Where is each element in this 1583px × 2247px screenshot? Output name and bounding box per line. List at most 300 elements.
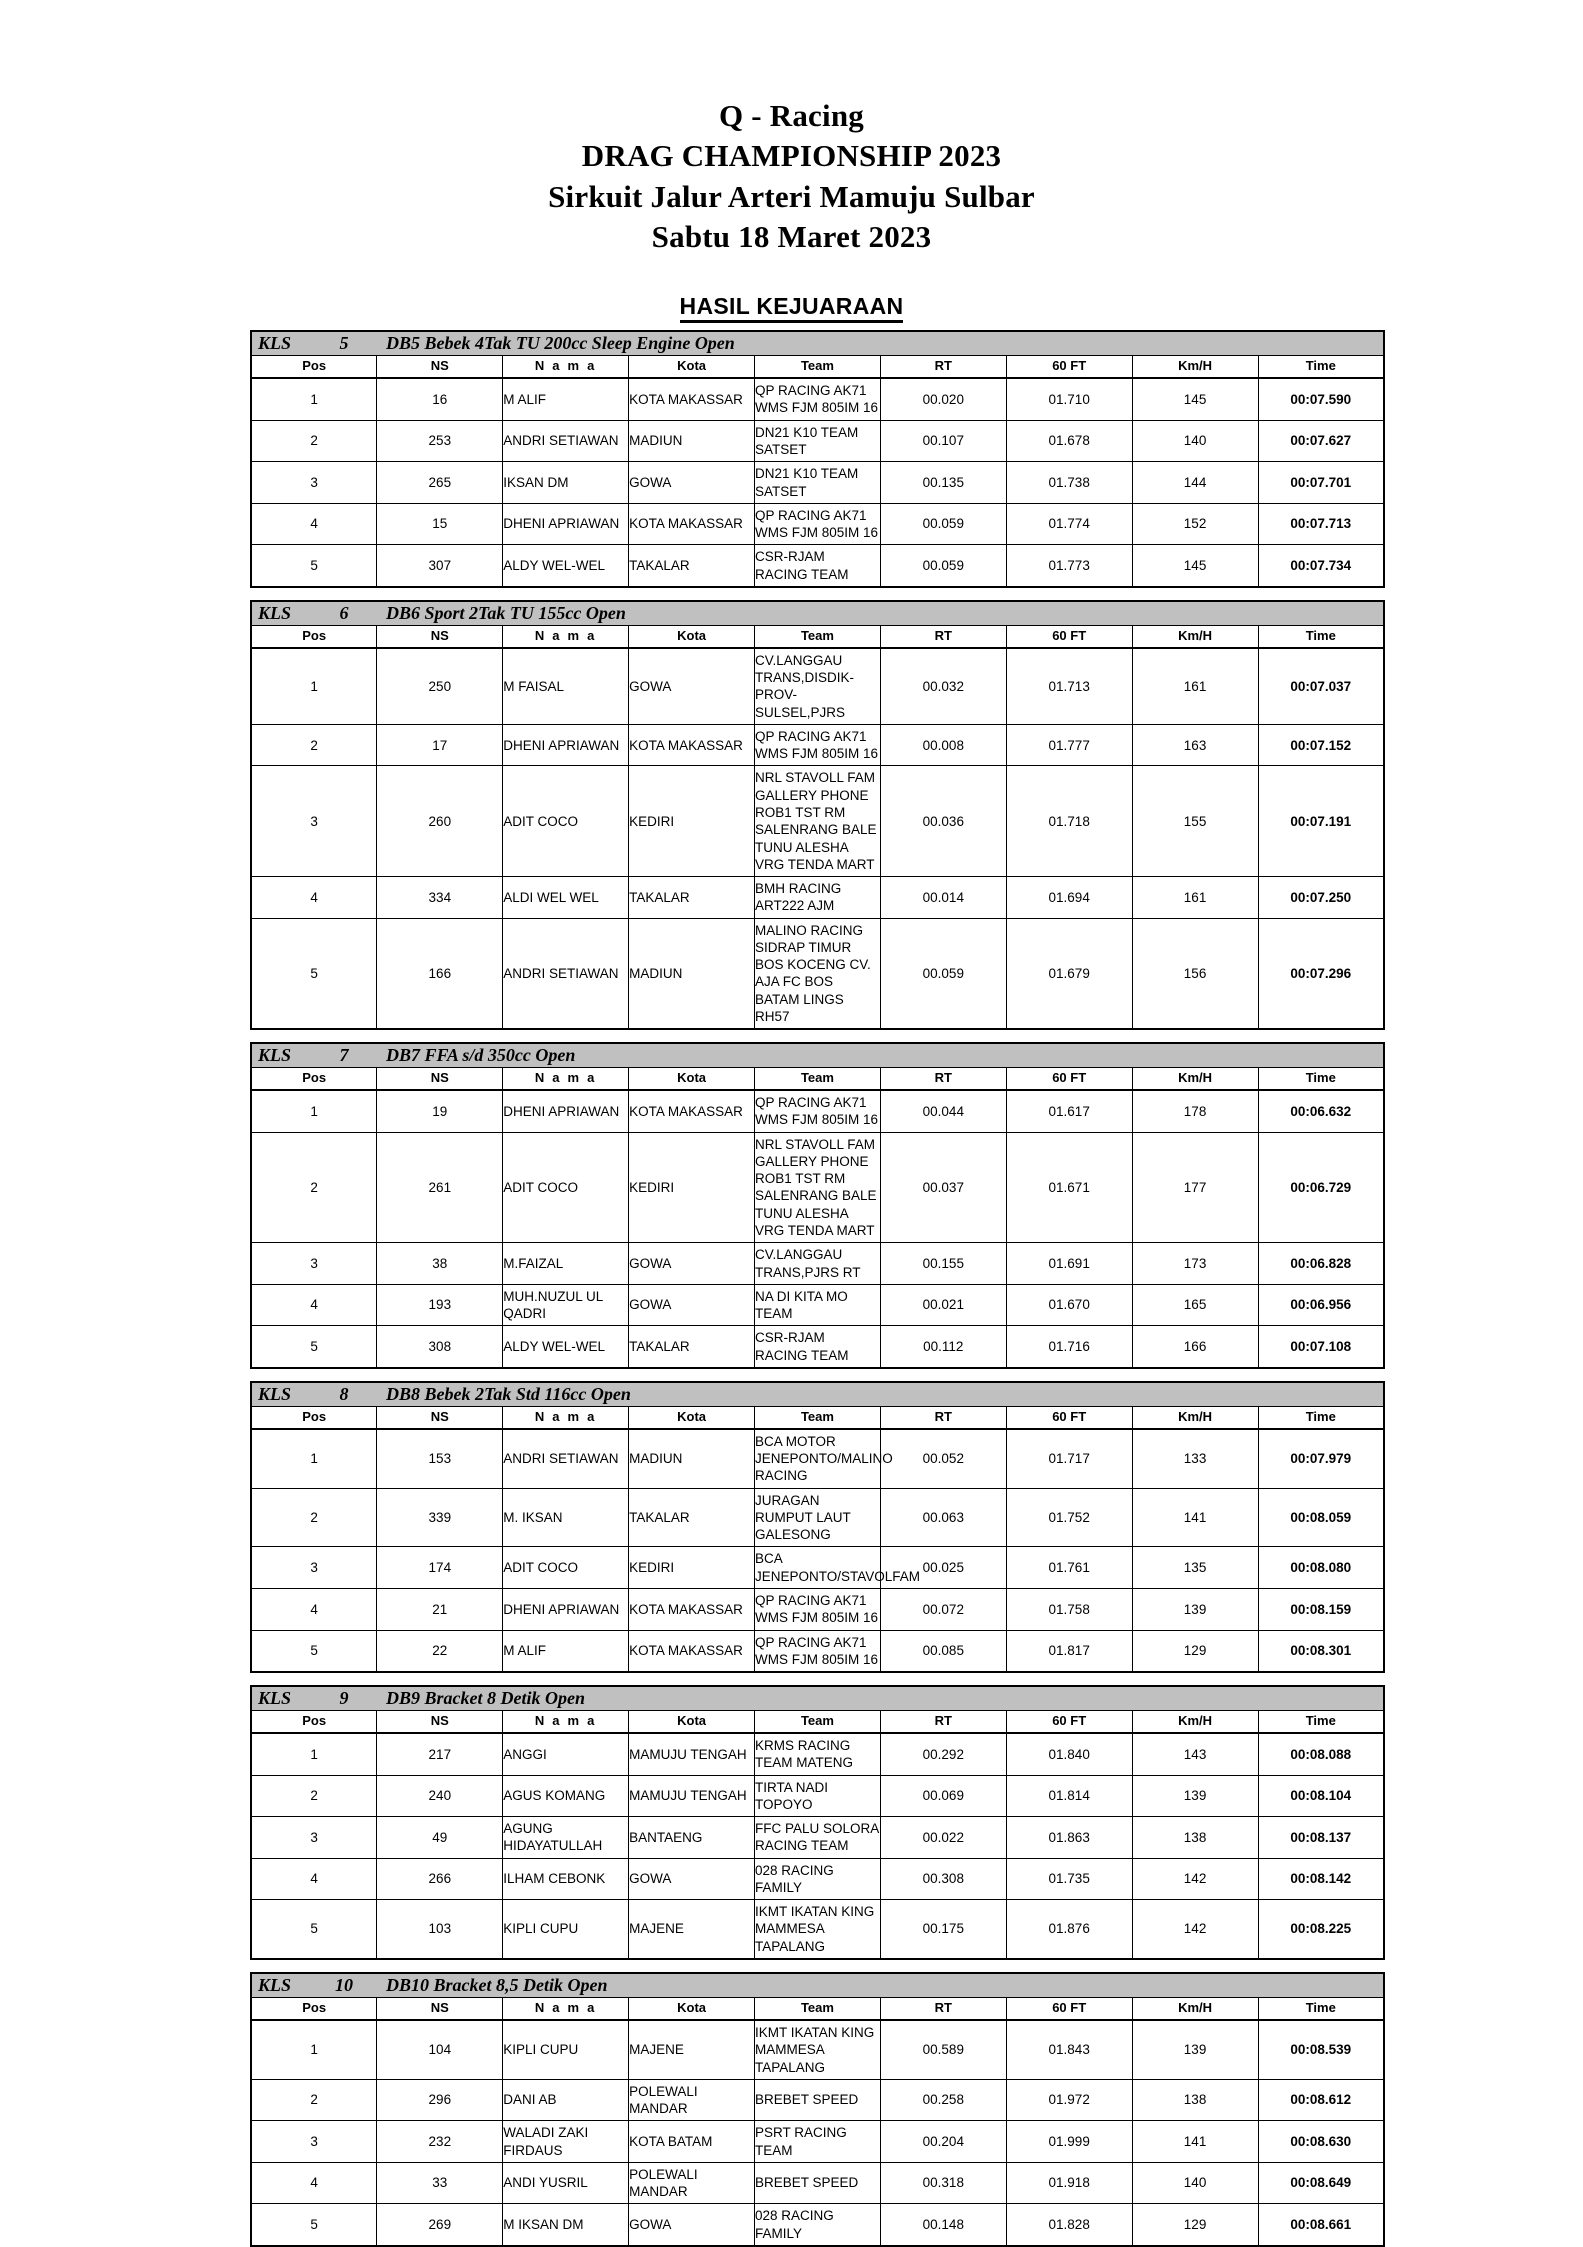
class-description: DB7 FFA s/d 350cc Open: [386, 1045, 576, 1066]
class-label: KLS: [258, 1688, 292, 1709]
column-header-nama: N a m a: [503, 1406, 629, 1429]
column-header-kota: Kota: [629, 1406, 755, 1429]
cell-total-time: 00:08.225: [1258, 1900, 1384, 1959]
cell-rider-name: DHENI APRIAWAN: [503, 503, 629, 545]
cell-city: KOTA MAKASSAR: [629, 1630, 755, 1672]
column-header-time: Time: [1258, 1068, 1384, 1091]
column-header-60ft: 60 FT: [1006, 1997, 1132, 2020]
cell-60ft: 01.718: [1006, 766, 1132, 877]
cell-rider-name: M ALIF: [503, 1630, 629, 1672]
cell-city: MADIUN: [629, 420, 755, 462]
cell-city: KEDIRI: [629, 766, 755, 877]
cell-total-time: 00:07.037: [1258, 648, 1384, 725]
column-header-ns: NS: [377, 1997, 503, 2020]
cell-speed-kmh: 163: [1132, 724, 1258, 766]
cell-team: QP RACING AK71 WMS FJM 805IM 16: [755, 1630, 881, 1672]
cell-team: DN21 K10 TEAM SATSET: [755, 462, 881, 504]
cell-rider-name: ANDRI SETIAWAN: [503, 918, 629, 1029]
cell-position: 1: [251, 648, 377, 725]
cell-reaction-time: 00.589: [880, 2020, 1006, 2079]
cell-position: 5: [251, 1630, 377, 1672]
cell-reaction-time: 00.008: [880, 724, 1006, 766]
cell-city: MADIUN: [629, 1429, 755, 1488]
cell-team: CSR-RJAM RACING TEAM: [755, 1326, 881, 1368]
cell-reaction-time: 00.020: [880, 378, 1006, 420]
cell-rider-name: M IKSAN DM: [503, 2204, 629, 2246]
column-header-row: [251, 1711, 1384, 1734]
class-banner-row: [251, 1973, 1384, 1998]
cell-position: 3: [251, 2121, 377, 2163]
column-header-time: Time: [1258, 1406, 1384, 1429]
cell-reaction-time: 00.292: [880, 1733, 1006, 1775]
cell-total-time: 00:07.701: [1258, 462, 1384, 504]
column-header-rt: RT: [880, 625, 1006, 648]
cell-total-time: 00:08.630: [1258, 2121, 1384, 2163]
cell-rider-name: ADIT COCO: [503, 1547, 629, 1589]
cell-start-number: 166: [377, 918, 503, 1029]
cell-city: TAKALAR: [629, 545, 755, 587]
table-row: [251, 378, 1384, 420]
cell-60ft: 01.843: [1006, 2020, 1132, 2079]
cell-reaction-time: 00.059: [880, 918, 1006, 1029]
column-header-pos: Pos: [251, 1711, 377, 1734]
cell-rider-name: KIPLI CUPU: [503, 1900, 629, 1959]
cell-position: 5: [251, 918, 377, 1029]
column-header-kota: Kota: [629, 1068, 755, 1091]
column-header-row: [251, 1406, 1384, 1429]
cell-60ft: 01.713: [1006, 648, 1132, 725]
cell-team: BMH RACING ART222 AJM: [755, 877, 881, 919]
cell-team: 028 RACING FAMILY: [755, 2204, 881, 2246]
cell-city: KOTA MAKASSAR: [629, 1090, 755, 1132]
cell-start-number: 266: [377, 1858, 503, 1900]
table-row: [251, 1733, 1384, 1775]
cell-rider-name: KIPLI CUPU: [503, 2020, 629, 2079]
cell-start-number: 103: [377, 1900, 503, 1959]
cell-rider-name: ANDI YUSRIL: [503, 2162, 629, 2204]
cell-reaction-time: 00.025: [880, 1547, 1006, 1589]
cell-start-number: 240: [377, 1775, 503, 1817]
class-label: KLS: [258, 1045, 292, 1066]
cell-reaction-time: 00.175: [880, 1900, 1006, 1959]
column-header-nama: N a m a: [503, 356, 629, 379]
cell-speed-kmh: 141: [1132, 1488, 1258, 1547]
cell-city: GOWA: [629, 1284, 755, 1326]
cell-total-time: 00:07.296: [1258, 918, 1384, 1029]
results-section-heading-text: HASIL KEJUARAAN: [680, 293, 904, 323]
cell-speed-kmh: 145: [1132, 545, 1258, 587]
table-row: [251, 420, 1384, 462]
table-row: [251, 877, 1384, 919]
cell-rider-name: DHENI APRIAWAN: [503, 1589, 629, 1631]
cell-position: 1: [251, 1090, 377, 1132]
cell-60ft: 01.773: [1006, 545, 1132, 587]
cell-total-time: 00:08.649: [1258, 2162, 1384, 2204]
cell-speed-kmh: 173: [1132, 1243, 1258, 1285]
column-header-nama: N a m a: [503, 1711, 629, 1734]
cell-60ft: 01.691: [1006, 1243, 1132, 1285]
class-number: 10: [335, 1974, 353, 1995]
cell-position: 1: [251, 2020, 377, 2079]
column-header-pos: Pos: [251, 356, 377, 379]
class-number: 5: [339, 333, 349, 354]
cell-team: TIRTA NADI TOPOYO: [755, 1775, 881, 1817]
cell-60ft: 01.735: [1006, 1858, 1132, 1900]
column-header-row: [251, 625, 1384, 648]
cell-start-number: 16: [377, 378, 503, 420]
cell-total-time: 00:08.059: [1258, 1488, 1384, 1547]
column-header-kota: Kota: [629, 625, 755, 648]
column-header-kmh: Km/H: [1132, 1711, 1258, 1734]
cell-speed-kmh: 145: [1132, 378, 1258, 420]
cell-60ft: 01.694: [1006, 877, 1132, 919]
cell-total-time: 00:08.612: [1258, 2079, 1384, 2121]
column-header-row: [251, 1997, 1384, 2020]
cell-start-number: 232: [377, 2121, 503, 2163]
table-row: [251, 1488, 1384, 1547]
cell-total-time: 00:06.828: [1258, 1243, 1384, 1285]
cell-total-time: 00:08.301: [1258, 1630, 1384, 1672]
cell-reaction-time: 00.052: [880, 1429, 1006, 1488]
cell-position: 3: [251, 1817, 377, 1859]
cell-team: QP RACING AK71 WMS FJM 805IM 16: [755, 1090, 881, 1132]
class-results-table: [250, 1381, 1385, 1673]
column-header-time: Time: [1258, 625, 1384, 648]
cell-team: QP RACING AK71 WMS FJM 805IM 16: [755, 1589, 881, 1631]
table-row: [251, 918, 1384, 1029]
column-header-kota: Kota: [629, 1711, 755, 1734]
column-header-row: [251, 356, 1384, 379]
cell-position: 2: [251, 2079, 377, 2121]
cell-city: GOWA: [629, 648, 755, 725]
results-tables-container: [250, 330, 1390, 2247]
cell-reaction-time: 00.036: [880, 766, 1006, 877]
cell-60ft: 01.817: [1006, 1630, 1132, 1672]
cell-total-time: 00:08.088: [1258, 1733, 1384, 1775]
class-banner-row: [251, 1043, 1384, 1068]
column-header-nama: N a m a: [503, 625, 629, 648]
column-header-60ft: 60 FT: [1006, 1711, 1132, 1734]
table-row: [251, 766, 1384, 877]
class-label: KLS: [258, 1383, 292, 1404]
cell-start-number: 33: [377, 2162, 503, 2204]
cell-speed-kmh: 177: [1132, 1132, 1258, 1243]
cell-reaction-time: 00.135: [880, 462, 1006, 504]
column-header-rt: RT: [880, 1406, 1006, 1429]
class-label: KLS: [258, 1974, 292, 1995]
cell-reaction-time: 00.021: [880, 1284, 1006, 1326]
cell-city: TAKALAR: [629, 877, 755, 919]
cell-position: 2: [251, 724, 377, 766]
class-banner-row: [251, 601, 1384, 626]
cell-reaction-time: 00.069: [880, 1775, 1006, 1817]
column-header-kmh: Km/H: [1132, 1406, 1258, 1429]
cell-team: NA DI KITA MO TEAM: [755, 1284, 881, 1326]
column-header-pos: Pos: [251, 1406, 377, 1429]
cell-60ft: 01.752: [1006, 1488, 1132, 1547]
cell-position: 5: [251, 2204, 377, 2246]
cell-60ft: 01.671: [1006, 1132, 1132, 1243]
column-header-team: Team: [755, 625, 881, 648]
cell-total-time: 00:07.590: [1258, 378, 1384, 420]
cell-position: 5: [251, 1326, 377, 1368]
table-row: [251, 462, 1384, 504]
cell-reaction-time: 00.037: [880, 1132, 1006, 1243]
column-header-rt: RT: [880, 1068, 1006, 1091]
table-row: [251, 1858, 1384, 1900]
cell-start-number: 174: [377, 1547, 503, 1589]
cell-start-number: 193: [377, 1284, 503, 1326]
cell-speed-kmh: 166: [1132, 1326, 1258, 1368]
cell-rider-name: AGUNG HIDAYATULLAH: [503, 1817, 629, 1859]
cell-position: 2: [251, 420, 377, 462]
cell-city: MAMUJU TENGAH: [629, 1733, 755, 1775]
cell-team: BREBET SPEED: [755, 2162, 881, 2204]
cell-team: QP RACING AK71 WMS FJM 805IM 16: [755, 724, 881, 766]
table-row: [251, 545, 1384, 587]
cell-position: 5: [251, 1900, 377, 1959]
cell-total-time: 00:08.539: [1258, 2020, 1384, 2079]
column-header-time: Time: [1258, 1997, 1384, 2020]
cell-rider-name: M ALIF: [503, 378, 629, 420]
cell-rider-name: ADIT COCO: [503, 1132, 629, 1243]
cell-speed-kmh: 143: [1132, 1733, 1258, 1775]
cell-reaction-time: 00.014: [880, 877, 1006, 919]
cell-city: KOTA BATAM: [629, 2121, 755, 2163]
class-description: DB5 Bebek 4Tak TU 200cc Sleep Engine Open: [386, 333, 735, 354]
document-title-block: [0, 0, 1583, 257]
column-header-time: Time: [1258, 1711, 1384, 1734]
cell-total-time: 00:08.137: [1258, 1817, 1384, 1859]
cell-speed-kmh: 129: [1132, 1630, 1258, 1672]
cell-start-number: 22: [377, 1630, 503, 1672]
cell-speed-kmh: 156: [1132, 918, 1258, 1029]
class-banner-row: [251, 1686, 1384, 1711]
class-description: DB10 Bracket 8,5 Detik Open: [386, 1974, 608, 1995]
cell-60ft: 01.999: [1006, 2121, 1132, 2163]
cell-rider-name: ANDRI SETIAWAN: [503, 1429, 629, 1488]
table-row: [251, 1589, 1384, 1631]
cell-speed-kmh: 141: [1132, 2121, 1258, 2163]
cell-rider-name: ALDY WEL-WEL: [503, 1326, 629, 1368]
cell-rider-name: ALDY WEL-WEL: [503, 545, 629, 587]
cell-reaction-time: 00.085: [880, 1630, 1006, 1672]
cell-reaction-time: 00.308: [880, 1858, 1006, 1900]
event-name-title: DRAG CHAMPIONSHIP 2023: [581, 138, 1002, 174]
cell-reaction-time: 00.022: [880, 1817, 1006, 1859]
cell-reaction-time: 00.063: [880, 1488, 1006, 1547]
cell-speed-kmh: 140: [1132, 2162, 1258, 2204]
cell-total-time: 00:07.191: [1258, 766, 1384, 877]
cell-reaction-time: 00.204: [880, 2121, 1006, 2163]
cell-speed-kmh: 142: [1132, 1858, 1258, 1900]
cell-team: FFC PALU SOLORA RACING TEAM: [755, 1817, 881, 1859]
class-results-table: [250, 1042, 1385, 1369]
cell-reaction-time: 00.155: [880, 1243, 1006, 1285]
cell-60ft: 01.774: [1006, 503, 1132, 545]
cell-60ft: 01.678: [1006, 420, 1132, 462]
cell-60ft: 01.617: [1006, 1090, 1132, 1132]
cell-reaction-time: 00.072: [880, 1589, 1006, 1631]
column-header-nama: N a m a: [503, 1068, 629, 1091]
column-header-kmh: Km/H: [1132, 356, 1258, 379]
cell-speed-kmh: 155: [1132, 766, 1258, 877]
cell-60ft: 01.758: [1006, 1589, 1132, 1631]
cell-team: BCA MOTOR JENEPONTO/MALINO RACING: [755, 1429, 881, 1488]
cell-start-number: 334: [377, 877, 503, 919]
cell-start-number: 308: [377, 1326, 503, 1368]
column-header-pos: Pos: [251, 1997, 377, 2020]
cell-position: 4: [251, 1858, 377, 1900]
cell-reaction-time: 00.044: [880, 1090, 1006, 1132]
column-header-rt: RT: [880, 356, 1006, 379]
column-header-pos: Pos: [251, 1068, 377, 1091]
cell-city: GOWA: [629, 1243, 755, 1285]
cell-total-time: 00:06.956: [1258, 1284, 1384, 1326]
cell-team: MALINO RACING SIDRAP TIMUR BOS KOCENG CV. AJA FC BOS BATAM LINGS RH57: [755, 918, 881, 1029]
class-description: DB6 Sport 2Tak TU 155cc Open: [386, 602, 626, 623]
cell-speed-kmh: 139: [1132, 1775, 1258, 1817]
cell-60ft: 01.814: [1006, 1775, 1132, 1817]
table-row: [251, 724, 1384, 766]
cell-position: 3: [251, 766, 377, 877]
cell-speed-kmh: 178: [1132, 1090, 1258, 1132]
cell-rider-name: DHENI APRIAWAN: [503, 1090, 629, 1132]
cell-total-time: 00:07.979: [1258, 1429, 1384, 1488]
cell-speed-kmh: 133: [1132, 1429, 1258, 1488]
column-header-ns: NS: [377, 1406, 503, 1429]
cell-position: 4: [251, 1284, 377, 1326]
table-row: [251, 2162, 1384, 2204]
table-row: [251, 1243, 1384, 1285]
column-header-rt: RT: [880, 1711, 1006, 1734]
cell-60ft: 01.761: [1006, 1547, 1132, 1589]
cell-speed-kmh: 138: [1132, 2079, 1258, 2121]
class-number: 6: [339, 602, 349, 623]
cell-60ft: 01.918: [1006, 2162, 1132, 2204]
column-header-ns: NS: [377, 625, 503, 648]
column-header-60ft: 60 FT: [1006, 1406, 1132, 1429]
column-header-team: Team: [755, 356, 881, 379]
cell-position: 4: [251, 1589, 377, 1631]
table-row: [251, 503, 1384, 545]
table-row: [251, 1630, 1384, 1672]
cell-team: NRL STAVOLL FAM GALLERY PHONE ROB1 TST RM SALENRANG BALE TUNU ALESHA VRG TENDA MART: [755, 766, 881, 877]
class-banner-row: [251, 1382, 1384, 1407]
cell-reaction-time: 00.059: [880, 545, 1006, 587]
cell-start-number: 153: [377, 1429, 503, 1488]
cell-start-number: 17: [377, 724, 503, 766]
column-header-60ft: 60 FT: [1006, 1068, 1132, 1091]
cell-total-time: 00:07.108: [1258, 1326, 1384, 1368]
cell-60ft: 01.679: [1006, 918, 1132, 1029]
cell-total-time: 00:08.661: [1258, 2204, 1384, 2246]
event-date-title: Sabtu 18 Maret 2023: [651, 218, 932, 254]
cell-team: CV.LANGGAU TRANS,PJRS RT: [755, 1243, 881, 1285]
cell-reaction-time: 00.107: [880, 420, 1006, 462]
class-label: KLS: [258, 333, 292, 354]
cell-start-number: 21: [377, 1589, 503, 1631]
cell-total-time: 00:07.734: [1258, 545, 1384, 587]
cell-team: IKMT IKATAN KING MAMMESA TAPALANG: [755, 1900, 881, 1959]
cell-rider-name: IKSAN DM: [503, 462, 629, 504]
cell-60ft: 01.717: [1006, 1429, 1132, 1488]
table-row: [251, 1132, 1384, 1243]
column-header-team: Team: [755, 1997, 881, 2020]
cell-position: 5: [251, 545, 377, 587]
cell-start-number: 250: [377, 648, 503, 725]
cell-rider-name: ANGGI: [503, 1733, 629, 1775]
cell-position: 4: [251, 877, 377, 919]
cell-start-number: 104: [377, 2020, 503, 2079]
table-row: [251, 2121, 1384, 2163]
table-row: [251, 1429, 1384, 1488]
cell-reaction-time: 00.318: [880, 2162, 1006, 2204]
column-header-kota: Kota: [629, 1997, 755, 2020]
cell-team: QP RACING AK71 WMS FJM 805IM 16: [755, 378, 881, 420]
cell-start-number: 269: [377, 2204, 503, 2246]
table-row: [251, 2020, 1384, 2079]
cell-team: NRL STAVOLL FAM GALLERY PHONE ROB1 TST RM SALENRANG BALE TUNU ALESHA VRG TENDA MART: [755, 1132, 881, 1243]
cell-speed-kmh: 142: [1132, 1900, 1258, 1959]
table-row: [251, 1900, 1384, 1959]
cell-60ft: 01.876: [1006, 1900, 1132, 1959]
cell-start-number: 261: [377, 1132, 503, 1243]
column-header-ns: NS: [377, 1068, 503, 1091]
cell-rider-name: MUH.NUZUL UL QADRI: [503, 1284, 629, 1326]
column-header-row: [251, 1068, 1384, 1091]
column-header-60ft: 60 FT: [1006, 625, 1132, 648]
cell-60ft: 01.828: [1006, 2204, 1132, 2246]
cell-team: BCA JENEPONTO/STAVOLFAM: [755, 1547, 881, 1589]
cell-total-time: 00:08.142: [1258, 1858, 1384, 1900]
cell-position: 3: [251, 462, 377, 504]
class-label: KLS: [258, 602, 292, 623]
event-venue-title: Sirkuit Jalur Arteri Mamuju Sulbar: [548, 178, 1035, 214]
class-number: 9: [339, 1688, 349, 1709]
cell-city: KOTA MAKASSAR: [629, 1589, 755, 1631]
cell-team: JURAGAN RUMPUT LAUT GALESONG: [755, 1488, 881, 1547]
cell-city: TAKALAR: [629, 1326, 755, 1368]
column-header-nama: N a m a: [503, 1997, 629, 2020]
cell-team: CSR-RJAM RACING TEAM: [755, 545, 881, 587]
cell-position: 2: [251, 1488, 377, 1547]
cell-city: GOWA: [629, 1858, 755, 1900]
cell-reaction-time: 00.112: [880, 1326, 1006, 1368]
column-header-team: Team: [755, 1068, 881, 1091]
class-description: DB9 Bracket 8 Detik Open: [386, 1688, 585, 1709]
table-row: [251, 1547, 1384, 1589]
cell-60ft: 01.972: [1006, 2079, 1132, 2121]
cell-position: 3: [251, 1243, 377, 1285]
cell-position: 2: [251, 1775, 377, 1817]
cell-start-number: 19: [377, 1090, 503, 1132]
cell-team: KRMS RACING TEAM MATENG: [755, 1733, 881, 1775]
cell-city: GOWA: [629, 2204, 755, 2246]
class-results-table: [250, 600, 1385, 1030]
table-row: [251, 1326, 1384, 1368]
column-header-60ft: 60 FT: [1006, 356, 1132, 379]
cell-start-number: 296: [377, 2079, 503, 2121]
column-header-time: Time: [1258, 356, 1384, 379]
cell-start-number: 49: [377, 1817, 503, 1859]
cell-city: KEDIRI: [629, 1547, 755, 1589]
cell-position: 1: [251, 1733, 377, 1775]
table-row: [251, 2079, 1384, 2121]
column-header-ns: NS: [377, 1711, 503, 1734]
cell-rider-name: ILHAM CEBONK: [503, 1858, 629, 1900]
cell-speed-kmh: 165: [1132, 1284, 1258, 1326]
